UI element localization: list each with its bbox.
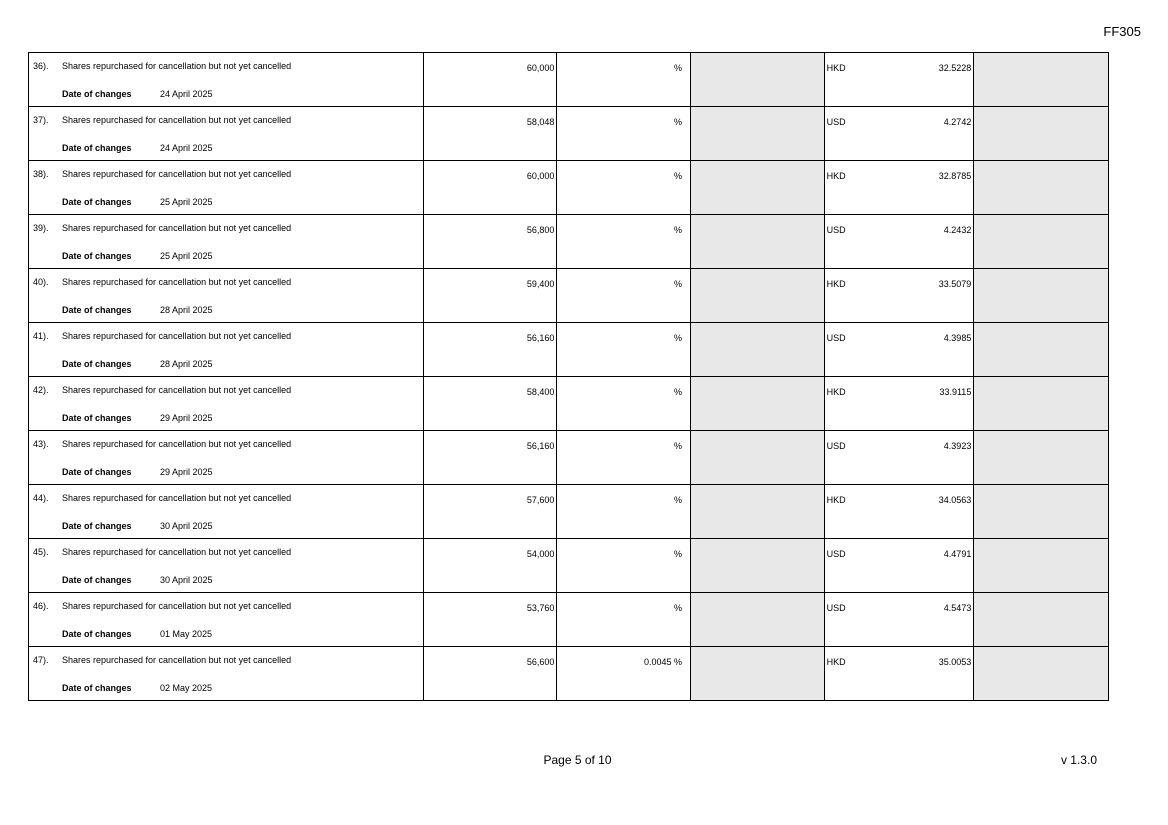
date-of-changes-label: Date of changes xyxy=(62,89,132,99)
row-number: 47). xyxy=(33,655,49,665)
percent-value: % xyxy=(674,63,683,73)
shaded-cell xyxy=(691,647,825,701)
row-number: 38). xyxy=(33,169,49,179)
shaded-cell xyxy=(974,161,1109,215)
table-row xyxy=(29,53,1109,107)
shares-cell xyxy=(423,485,557,539)
shares-value: 60,000 xyxy=(526,171,555,181)
percent-value: % xyxy=(674,495,683,505)
shaded-cell xyxy=(691,377,825,431)
currency-value: HKD xyxy=(826,495,846,505)
shaded-cell xyxy=(974,539,1109,593)
description-cell xyxy=(29,215,424,269)
shares-value: 58,048 xyxy=(526,117,555,127)
percent-cell xyxy=(557,323,691,377)
row-number: 37). xyxy=(33,115,49,125)
form-code: FF305 xyxy=(1103,24,1141,39)
price-value: 4.3985 xyxy=(943,333,972,343)
table-row xyxy=(29,647,1109,701)
row-description: Shares repurchased for cancellation but not yet cancelled xyxy=(62,493,292,503)
row-number: 44). xyxy=(33,493,49,503)
percent-value: % xyxy=(674,603,683,613)
date-of-changes-value: 29 April 2025 xyxy=(160,413,213,423)
price-value: 32.8785 xyxy=(938,171,972,181)
date-of-changes-value: 29 April 2025 xyxy=(160,467,213,477)
row-description: Shares repurchased for cancellation but not yet cancelled xyxy=(62,547,292,557)
price-cell xyxy=(824,593,974,647)
shaded-cell xyxy=(974,431,1109,485)
price-value: 4.2742 xyxy=(943,117,972,127)
shaded-cell xyxy=(974,215,1109,269)
description-cell xyxy=(29,539,424,593)
description-cell xyxy=(29,107,424,161)
shaded-cell xyxy=(974,323,1109,377)
price-cell xyxy=(824,107,974,161)
shaded-cell xyxy=(691,269,825,323)
table-row xyxy=(29,269,1109,323)
date-of-changes-label: Date of changes xyxy=(62,359,132,369)
shaded-cell xyxy=(691,215,825,269)
shaded-cell xyxy=(974,269,1109,323)
percent-value: % xyxy=(674,279,683,289)
shares-value: 56,800 xyxy=(526,225,555,235)
shaded-cell xyxy=(691,539,825,593)
row-description: Shares repurchased for cancellation but not yet cancelled xyxy=(62,385,292,395)
shares-cell xyxy=(423,647,557,701)
shaded-cell xyxy=(691,161,825,215)
date-of-changes-value: 01 May 2025 xyxy=(160,629,213,639)
price-value: 4.5473 xyxy=(943,603,972,613)
description-cell xyxy=(29,647,424,701)
shares-cell xyxy=(423,323,557,377)
currency-value: USD xyxy=(826,549,846,559)
currency-value: HKD xyxy=(826,171,846,181)
row-number: 43). xyxy=(33,439,49,449)
shares-cell xyxy=(423,269,557,323)
shares-cell xyxy=(423,53,557,107)
currency-value: USD xyxy=(826,441,846,451)
price-cell xyxy=(824,539,974,593)
shares-cell xyxy=(423,377,557,431)
share-changes-table-body xyxy=(29,53,1109,701)
percent-value: % xyxy=(674,171,683,181)
description-cell xyxy=(29,431,424,485)
table-row xyxy=(29,431,1109,485)
shaded-cell xyxy=(691,485,825,539)
share-changes-table xyxy=(28,52,1109,701)
currency-value: USD xyxy=(826,225,846,235)
price-cell xyxy=(824,377,974,431)
shaded-cell xyxy=(974,593,1109,647)
shares-value: 59,400 xyxy=(526,279,555,289)
date-of-changes-label: Date of changes xyxy=(62,413,132,423)
price-cell xyxy=(824,323,974,377)
shares-value: 60,000 xyxy=(526,63,555,73)
date-of-changes-label: Date of changes xyxy=(62,467,132,477)
row-description: Shares repurchased for cancellation but not yet cancelled xyxy=(62,655,292,665)
shaded-cell xyxy=(974,647,1109,701)
version-label: v 1.3.0 xyxy=(1060,753,1097,767)
table-row xyxy=(29,485,1109,539)
table-row xyxy=(29,593,1109,647)
percent-cell xyxy=(557,647,691,701)
percent-value: % xyxy=(674,441,683,451)
price-cell xyxy=(824,161,974,215)
price-cell xyxy=(824,53,974,107)
shares-value: 58,400 xyxy=(526,387,555,397)
percent-cell xyxy=(557,269,691,323)
shaded-cell xyxy=(691,107,825,161)
shares-cell xyxy=(423,431,557,485)
description-cell xyxy=(29,593,424,647)
shaded-cell xyxy=(691,431,825,485)
table-row xyxy=(29,323,1109,377)
description-cell xyxy=(29,323,424,377)
price-cell xyxy=(824,431,974,485)
row-description: Shares repurchased for cancellation but not yet cancelled xyxy=(62,277,292,287)
date-of-changes-value: 30 April 2025 xyxy=(160,575,213,585)
date-of-changes-label: Date of changes xyxy=(62,143,132,153)
row-number: 39). xyxy=(33,223,49,233)
price-value: 32.5228 xyxy=(938,63,972,73)
shares-cell xyxy=(423,215,557,269)
percent-value: % xyxy=(674,117,683,127)
percent-cell xyxy=(557,53,691,107)
shares-value: 57,600 xyxy=(526,495,555,505)
shares-value: 56,600 xyxy=(526,657,555,667)
shares-cell xyxy=(423,161,557,215)
date-of-changes-value: 02 May 2025 xyxy=(160,683,213,693)
table-row xyxy=(29,107,1109,161)
percent-value: % xyxy=(674,549,683,559)
row-number: 45). xyxy=(33,547,49,557)
price-value: 35.0053 xyxy=(938,657,972,667)
percent-cell xyxy=(557,593,691,647)
shaded-cell xyxy=(691,593,825,647)
shares-value: 53,760 xyxy=(526,603,555,613)
price-cell xyxy=(824,215,974,269)
row-description: Shares repurchased for cancellation but not yet cancelled xyxy=(62,223,292,233)
price-value: 33.9115 xyxy=(939,387,972,397)
percent-value: 0.0045 % xyxy=(644,657,683,667)
row-number: 41). xyxy=(33,331,49,341)
shaded-cell xyxy=(974,107,1109,161)
date-of-changes-value: 30 April 2025 xyxy=(160,521,213,531)
date-of-changes-value: 28 April 2025 xyxy=(160,359,213,369)
row-description: Shares repurchased for cancellation but not yet cancelled xyxy=(62,331,292,341)
description-cell xyxy=(29,53,424,107)
date-of-changes-label: Date of changes xyxy=(62,197,132,207)
percent-cell xyxy=(557,431,691,485)
row-description: Shares repurchased for cancellation but not yet cancelled xyxy=(62,61,292,71)
date-of-changes-label: Date of changes xyxy=(62,683,132,693)
shaded-cell xyxy=(974,485,1109,539)
percent-cell xyxy=(557,161,691,215)
price-cell xyxy=(824,269,974,323)
shares-cell xyxy=(423,107,557,161)
price-value: 4.3923 xyxy=(943,441,972,451)
currency-value: HKD xyxy=(826,657,846,667)
price-value: 4.4791 xyxy=(943,549,972,559)
row-number: 36). xyxy=(33,61,49,71)
date-of-changes-value: 25 April 2025 xyxy=(160,197,213,207)
date-of-changes-label: Date of changes xyxy=(62,251,132,261)
shaded-cell xyxy=(691,323,825,377)
date-of-changes-label: Date of changes xyxy=(62,305,132,315)
price-value: 34.0563 xyxy=(938,495,972,505)
price-value: 4.2432 xyxy=(943,225,972,235)
date-of-changes-label: Date of changes xyxy=(62,629,132,639)
date-of-changes-value: 24 April 2025 xyxy=(160,143,213,153)
row-description: Shares repurchased for cancellation but not yet cancelled xyxy=(62,601,292,611)
currency-value: USD xyxy=(826,603,846,613)
shares-cell xyxy=(423,593,557,647)
row-description: Shares repurchased for cancellation but not yet cancelled xyxy=(62,169,292,179)
date-of-changes-label: Date of changes xyxy=(62,521,132,531)
shares-value: 54,000 xyxy=(526,549,555,559)
shares-value: 56,160 xyxy=(526,441,555,451)
percent-cell xyxy=(557,215,691,269)
price-cell xyxy=(824,485,974,539)
currency-value: HKD xyxy=(826,387,846,397)
description-cell xyxy=(29,269,424,323)
price-cell xyxy=(824,647,974,701)
description-cell xyxy=(29,377,424,431)
percent-cell xyxy=(557,107,691,161)
percent-value: % xyxy=(674,225,683,235)
table-row xyxy=(29,377,1109,431)
currency-value: USD xyxy=(826,333,846,343)
shaded-cell xyxy=(974,53,1109,107)
shaded-cell xyxy=(691,53,825,107)
date-of-changes-label: Date of changes xyxy=(62,575,132,585)
percent-cell xyxy=(557,539,691,593)
row-description: Shares repurchased for cancellation but not yet cancelled xyxy=(62,439,292,449)
shares-value: 56,160 xyxy=(526,333,555,343)
shaded-cell xyxy=(974,377,1109,431)
currency-value: HKD xyxy=(826,279,846,289)
date-of-changes-value: 24 April 2025 xyxy=(160,89,213,99)
percent-cell xyxy=(557,485,691,539)
shares-cell xyxy=(423,539,557,593)
row-number: 46). xyxy=(33,601,49,611)
currency-value: HKD xyxy=(826,63,846,73)
page-number: Page 5 of 10 xyxy=(543,753,612,767)
percent-value: % xyxy=(674,387,683,397)
table-row xyxy=(29,161,1109,215)
date-of-changes-value: 25 April 2025 xyxy=(160,251,213,261)
row-description: Shares repurchased for cancellation but not yet cancelled xyxy=(62,115,292,125)
table-row xyxy=(29,215,1109,269)
row-number: 40). xyxy=(33,277,49,287)
row-number: 42). xyxy=(33,385,49,395)
table-row xyxy=(29,539,1109,593)
description-cell xyxy=(29,161,424,215)
price-value: 33.5079 xyxy=(938,279,972,289)
description-cell xyxy=(29,485,424,539)
percent-value: % xyxy=(674,333,683,343)
currency-value: USD xyxy=(826,117,846,127)
date-of-changes-value: 28 April 2025 xyxy=(160,305,213,315)
percent-cell xyxy=(557,377,691,431)
